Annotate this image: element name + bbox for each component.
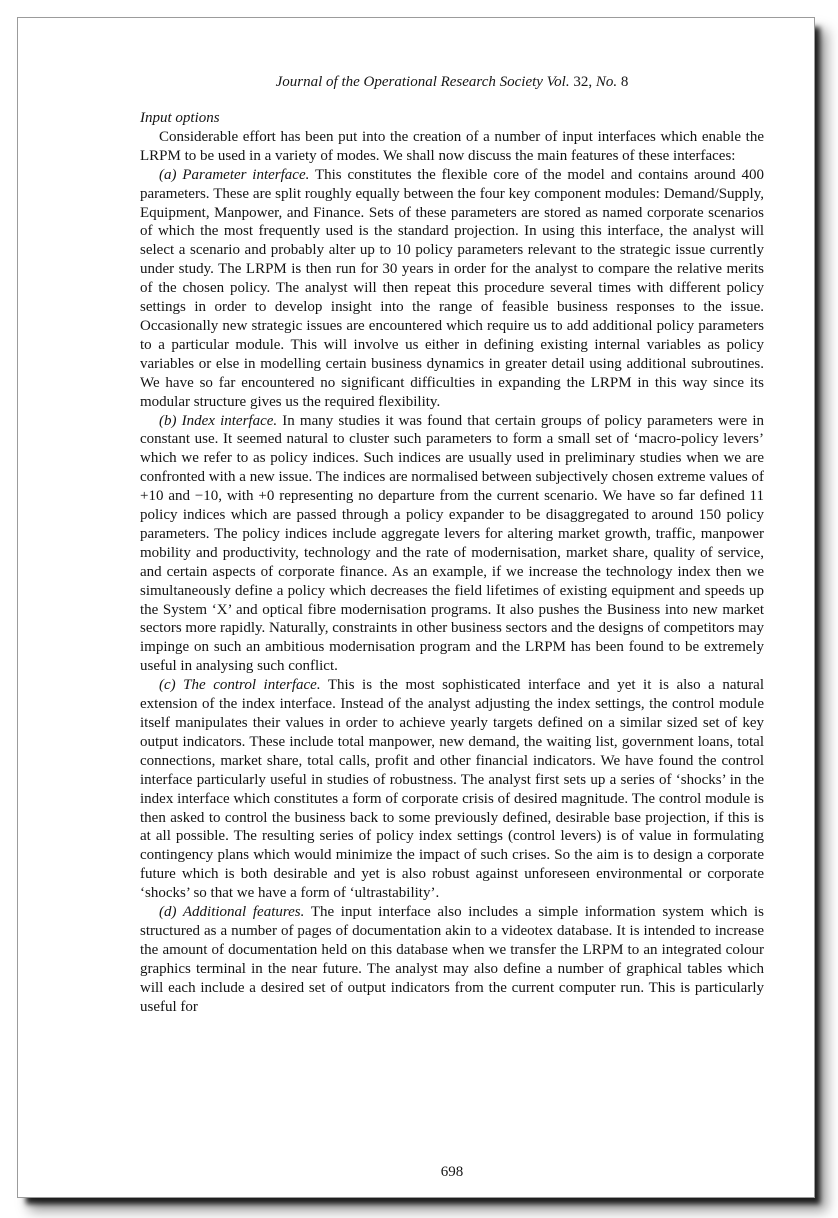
running-head-no-label: No. bbox=[595, 74, 621, 90]
paragraph-a-text: This constitutes the flexible core of the model and contains around 400 parameters. These are split roughly equally between the four key component modules: Demand/Supply, Equipment, Manpower, and Finance. Sets of these parameters are stored as named corporate scenarios of which the most frequently used is the standard projection. In using this interface, the analyst will select a scenario and probably alter up to 10 policy parameters relevant to the strategic issue currently under study. The LRPM is then run for 30 years in order for the analyst to compare the relative merits of the chosen policy. The analyst will then repeat this procedure several times with different policy settings in order to develop insight into the range of feasible business responses to the issue. Occasionally new strategic issues are encountered which require us to add additional policy parameters to a particular module. This will involve us either in defining existing internal variables as policy variables or else in modelling certain business dynamics in greater detail using additional subroutines. We have so far encountered no significant difficulties in expanding the LRPM in this way since its modular structure gives us the required flexibility. bbox=[140, 166, 764, 410]
paragraph-d-additional-features bbox=[140, 903, 764, 1016]
running-head bbox=[140, 74, 764, 91]
paragraph-d-lead: (d) Additional features. bbox=[159, 904, 305, 921]
paragraph-b-text: In many studies it was found that certain groups of policy parameters were in constant use. It seemed natural to cluster such parameters to form a small set of ‘macro-policy levers’ which we refer to as policy indices. Such indices are usually used in preliminary studies when we are confronted with a new issue. The indices are normalised between subjectively chosen extreme values of +10 and −10, with +0 representing no departure from the current scenario. We have so far defined 11 policy indices which are passed through a policy expander to be disaggregated to around 150 policy parameters. The policy indices include aggregate levers for altering market growth, traffic, manpower mobility and productivity, technology and the rate of modernisation, market share, quality of service, and certain aspects of corporate finance. As an example, if we increase the technology index then we simultaneously define a policy which decreases the field lifetimes of existing equipment and speeds up the System ‘X’ and optical fibre modernisation programs. It also pushes the Business into new market sectors more rapidly. Naturally, constraints in other business sectors and the designs of competitors may impinge on such an ambitious modernisation program and the LRPM has been found to be extremely useful in analysing such conflict. bbox=[140, 412, 764, 675]
paragraph-b-index-interface bbox=[140, 412, 764, 677]
paragraph-c-control-interface bbox=[140, 676, 764, 903]
intro-paragraph bbox=[140, 128, 764, 166]
body-text bbox=[140, 109, 764, 1017]
paragraph-d-text: The input interface also includes a simple information system which is structured as a number of pages of documentation akin to a videotex database. It is intended to increase the amount of documentation held on this database when we transfer the LRPM to an integrated colour graphics terminal in the near future. The analyst may also define a number of graphical tables which will each include a desired set of output indicators from the current computer run. This is particularly useful for bbox=[140, 904, 765, 1015]
section-heading: Input options bbox=[140, 110, 220, 126]
paragraph-a-lead: (a) Parameter interface. bbox=[159, 166, 310, 183]
running-head-volume: 32, bbox=[573, 74, 596, 90]
paragraph-a-parameter-interface bbox=[140, 166, 764, 412]
running-head-issue: 8 bbox=[620, 74, 629, 90]
paragraph-c-text: This is the most sophisticated interface and yet it is also a natural extension of the index interface. Instead of the analyst adjusting the index settings, the control module itself manipulates their values in order to achieve yearly targets defined on a similar sized set of key output indicators. These include total manpower, new demand, the waiting list, government loans, total connections, market share, total calls, profit and other financial indicators. We have found the control interface particularly useful in studies of robustness. The analyst first sets up a series of ‘shocks’ in the index interface which constitutes a form of corporate crisis of desired magnitude. The control module is then asked to control the business back to some previously defined, desirable base projection, if this is at all possible. The resulting series of policy index settings (control levers) is of value in formulating contingency plans which would minimize the impact of such crises. So the aim is to design a corporate future which is both desirable and yet is also robust against unforeseen environmental or corporate ‘shocks’ so that we have a form of ‘ultrastability’. bbox=[140, 677, 765, 902]
running-head-journal-title: Journal of the Operational Research Society Vol. bbox=[275, 74, 574, 90]
journal-page bbox=[17, 17, 815, 1198]
paragraph-b-lead: (b) Index interface. bbox=[159, 412, 278, 429]
page-number: 698 bbox=[440, 1164, 464, 1180]
intro-paragraph-text: Considerable effort has been put into the creation of a number of input interfaces which enable the LRPM to be used in a variety of modes. We shall now discuss the main features of these interfaces: bbox=[140, 128, 764, 164]
paragraph-c-lead: (c) The control interface. bbox=[159, 677, 321, 694]
